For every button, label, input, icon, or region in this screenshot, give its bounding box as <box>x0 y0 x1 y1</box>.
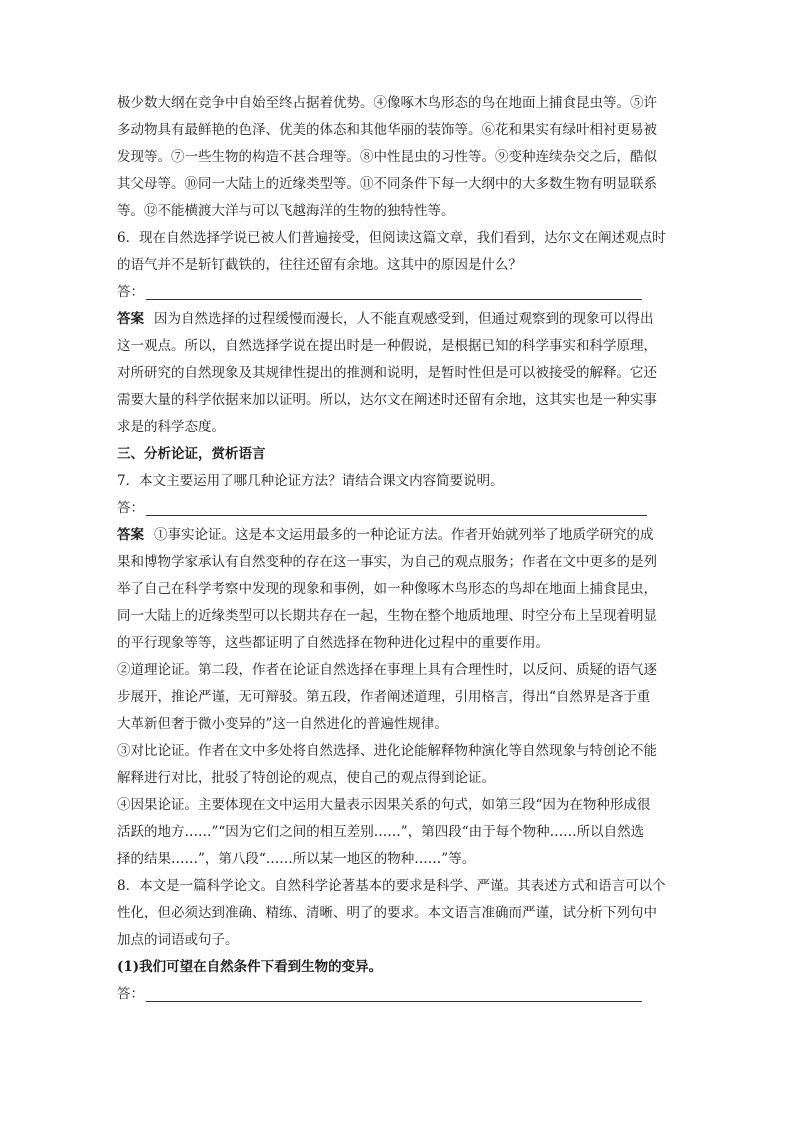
document-page <box>117 90 677 1008</box>
answer-tag: 答案 <box>117 311 144 327</box>
answer-7 <box>117 522 677 549</box>
answer-field-7[interactable] <box>117 495 647 522</box>
answer-7-line: ③对比论证。作者在文中多处将自然选择、进化论能解释物种演化等自然现象与特创论不能 <box>117 743 657 759</box>
section-heading: 三、分析论证，赏析语言 <box>117 446 266 462</box>
answer-label: 答： <box>117 986 144 1002</box>
text-line: 极少数大纲在竞争中自始至终占据着优势。④像啄木鸟形态的鸟在地面上捕食昆虫等。⑤许 <box>117 95 657 111</box>
text-line: 发现等。⑦一些生物的构造不甚合理等。⑧中性昆虫的习性等。⑨变种连续杂交之后，酷似 <box>117 149 657 165</box>
answer-6-line: 这一观点。所以，自然选择学说在提出时是一种假说，是根据已知的科学事实和科学原理， <box>117 338 657 354</box>
question-6-cont: 的语气并不是斩钉截铁的，往往还留有余地。这其中的原因是什么？ <box>117 257 522 273</box>
question-8-cont: 性化，但必须达到准确、精练、清晰、明了的要求。本文语言准确而严谨，试分析下列句中 <box>117 905 657 921</box>
answer-7-line: 解释进行对比，批驳了特创论的观点，使自己的观点得到论证。 <box>117 770 495 786</box>
answer-7-line: 的平行现象等等，这些都证明了自然选择在物种进化过程中的重要作用。 <box>117 635 549 651</box>
text-line: 其父母等。⑩同一大陆上的近缘类型等。⑪不同条件下每一大纲中的大多数生物有明显联系 <box>117 176 657 192</box>
question-8-cont: 加点的词语或句子。 <box>117 932 239 948</box>
answer-7-line: ④因果论证。主要体现在文中运用大量表示因果关系的句式，如第三段“因为在物种形成很 <box>117 797 651 813</box>
answer-tag: 答案 <box>117 527 144 543</box>
answer-6 <box>117 306 677 333</box>
answer-6-text: 因为自然选择的过程缓慢而漫长，人不能直观感受到，但通过观察到的现象可以得出 <box>154 311 654 327</box>
answer-7-line: 择的结果……”，第八段“……所以某一地区的物种……”等。 <box>117 851 476 867</box>
answer-6-line: 求是的科学态度。 <box>117 419 225 435</box>
answer-6-line: 需要大量的科学依据来加以证明。所以，达尔文在阐述时还留有余地，这其实也是一种实事 <box>117 392 657 408</box>
answer-6-line: 对所研究的自然现象及其规律性提出的推测和说明，是暂时性但是可以被接受的解释。它还 <box>117 365 657 381</box>
question-8-item-1: (1)我们可望在自然条件下看到生物的变异。 <box>117 959 383 975</box>
answer-7-line: 同一大陆上的近缘类型可以长期共存在一起，生物在整个地质地理、时空分布上呈现着明显 <box>117 608 657 624</box>
question-7: 7．本文主要运用了哪几种论证方法？请结合课文内容简要说明。 <box>117 473 504 489</box>
answer-blank-line[interactable] <box>146 497 647 516</box>
answer-7-line: 步展开，推论严谨，无可辩驳。第五段，作者阐述道理，引用格言，得出“自然界是吝于重 <box>117 689 651 705</box>
question-6: 6．现在自然选择学说已被人们普遍接受，但阅读这篇文章，我们看到，达尔文在阐述观点时 <box>117 230 666 246</box>
answer-7-line: 活跃的地方……”“因为它们之间的相互差别……”，第四段“由于每个物种……所以自然选 <box>117 824 645 840</box>
answer-field-8-1[interactable] <box>117 981 642 1008</box>
answer-field-6[interactable] <box>117 279 642 306</box>
answer-blank-line[interactable] <box>146 983 642 1002</box>
answer-label: 答： <box>117 500 144 516</box>
answer-blank-line[interactable] <box>146 281 642 300</box>
answer-7-line: ②道理论证。第二段，作者在论证自然选择在事理上具有合理性时，以反问、质疑的语气逐 <box>117 662 657 678</box>
text-line: 多动物具有最鲜艳的色泽、优美的体态和其他华丽的装饰等。⑥花和果实有绿叶相衬更易被 <box>117 122 657 138</box>
text-line: 等。⑫不能横渡大洋与可以飞越海洋的生物的独特性等。 <box>117 203 455 219</box>
answer-label: 答： <box>117 284 144 300</box>
answer-7-line: 大革新但奢于微小变异的”这一自然进化的普遍性规律。 <box>117 716 448 732</box>
answer-7-text: ①事实论证。这是本文运用最多的一种论证方法。作者开始就列举了地质学研究的成 <box>154 527 654 543</box>
question-8: 8．本文是一篇科学论文。自然科学论著基本的要求是科学、严谨。其表述方式和语言可以个 <box>117 878 666 894</box>
answer-7-line: 果和博物学家承认有自然变种的存在这一事实，为自己的观点服务；作者在文中更多的是列 <box>117 554 657 570</box>
answer-7-line: 举了自己在科学考察中发现的现象和事例，如一种像啄木鸟形态的鸟却在地面上捕食昆虫， <box>117 581 657 597</box>
